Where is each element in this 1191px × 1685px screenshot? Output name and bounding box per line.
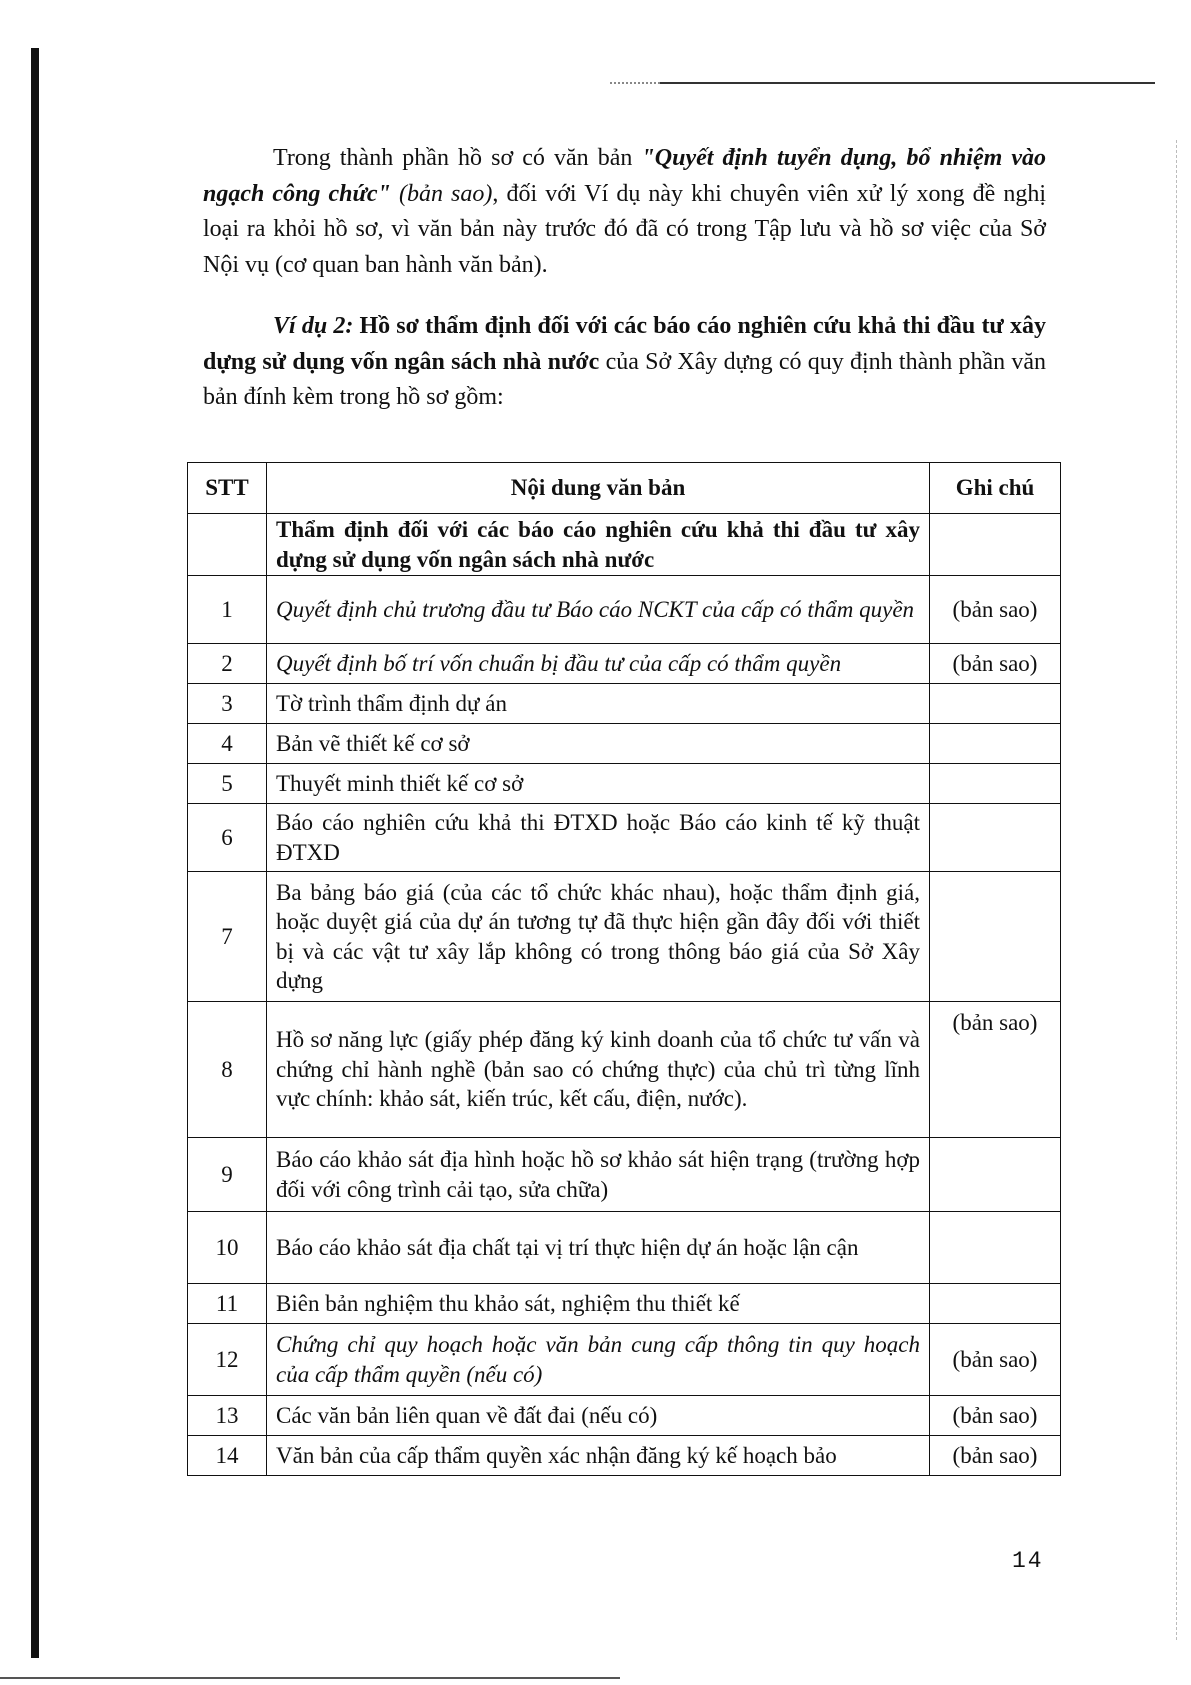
section-stt-cell [188, 514, 267, 576]
table-row [188, 1212, 1061, 1284]
table-row [188, 1396, 1061, 1436]
p2-bold-text: Hồ sơ thẩm định đối với các báo cáo nghiên cứu khả thi đầu tư xây dựng sử dụng vốn ngân sách nhà nước [203, 313, 1046, 375]
section-title: Thẩm định đối với các báo cáo nghiên cứu khả thi đầu tư xây dựng sử dụng vốn ngân sách nhà nước [267, 514, 930, 576]
row-stt: 4 [188, 724, 267, 764]
row-note [930, 804, 1061, 872]
row-note [930, 1138, 1061, 1212]
header-content: Nội dung văn bản [267, 463, 930, 514]
row-content: Thuyết minh thiết kế cơ sở [267, 764, 930, 804]
header-rule-dots [610, 82, 660, 84]
row-content: Hồ sơ năng lực (giấy phép đăng ký kinh doanh của tổ chức tư vấn và chứng chỉ hành nghề (bản sao có chứng thực) của chủ trì từng lĩnh vực chính: khảo sát, kiến trúc, kết cấu, điện, nước). [267, 1002, 930, 1138]
row-stt: 5 [188, 764, 267, 804]
footer-rule [0, 1677, 620, 1679]
page-number: 14 [1012, 1548, 1044, 1574]
row-stt: 13 [188, 1396, 267, 1436]
row-content: Văn bản của cấp thẩm quyền xác nhận đăng ký kế hoạch bảo [267, 1436, 930, 1476]
row-content: Báo cáo khảo sát địa chất tại vị trí thực hiện dự án hoặc lận cận [267, 1212, 930, 1284]
row-note [930, 724, 1061, 764]
row-content: Chứng chỉ quy hoạch hoặc văn bản cung cấp thông tin quy hoạch của cấp thẩm quyền (nếu có) [267, 1324, 930, 1396]
row-note: (bản sao) [930, 1436, 1061, 1476]
row-content: Báo cáo khảo sát địa hình hoặc hồ sơ khảo sát hiện trạng (trường hợp đối với công trình cải tạo, sửa chữa) [267, 1138, 930, 1212]
p2-example-label: Ví dụ 2: [273, 313, 354, 339]
table-row [188, 872, 1061, 1002]
table-row [188, 644, 1061, 684]
row-content: Báo cáo nghiên cứu khả thi ĐTXD hoặc Báo cáo kinh tế kỹ thuật ĐTXD [267, 804, 930, 872]
row-content: Biên bản nghiệm thu khảo sát, nghiệm thu thiết kế [267, 1284, 930, 1324]
header-stt: STT [188, 463, 267, 514]
row-content: Bản vẽ thiết kế cơ sở [267, 724, 930, 764]
table-row [188, 1324, 1061, 1396]
p2-text: của Sở Xây dựng có quy định thành phần văn bản đính kèm trong hồ sơ gồm: [203, 348, 1046, 410]
table-row [188, 1002, 1061, 1138]
paragraph-intro [203, 141, 1046, 283]
header-rule [660, 82, 1155, 84]
row-note [930, 872, 1061, 1002]
row-note [930, 1284, 1061, 1324]
row-stt: 10 [188, 1212, 267, 1284]
p1-document-title: "Quyết định tuyển dụng, bổ nhiệm vào ngạch công chức" [203, 145, 1046, 207]
row-content: Tờ trình thẩm định dự án [267, 684, 930, 724]
p1-text-1: Trong thành phần hồ sơ có văn bản [273, 145, 642, 171]
header-note: Ghi chú [930, 463, 1061, 514]
table-row [188, 684, 1061, 724]
row-stt: 2 [188, 644, 267, 684]
row-stt: 3 [188, 684, 267, 724]
table-header-row [188, 463, 1061, 514]
p1-space [391, 181, 399, 207]
row-note: (bản sao) [930, 1396, 1061, 1436]
row-content: Ba bảng báo giá (của các tổ chức khác nhau), hoặc thẩm định giá, hoặc duyệt giá của dự án tương tự đã thực hiện gần đây đối với thiết bị và các vật tư xây lắp không có trong thông báo giá của Sở Xây dựng [267, 872, 930, 1002]
table-row [188, 1436, 1061, 1476]
table-section-row [188, 514, 1061, 576]
row-content: Quyết định chủ trương đầu tư Báo cáo NCKT của cấp có thẩm quyền [267, 576, 930, 644]
row-stt: 1 [188, 576, 267, 644]
row-note [930, 684, 1061, 724]
row-note: (bản sao) [930, 576, 1061, 644]
row-stt: 12 [188, 1324, 267, 1396]
table-row [188, 724, 1061, 764]
row-note [930, 1212, 1061, 1284]
table-row [188, 764, 1061, 804]
row-note: (bản sao) [930, 1002, 1061, 1138]
row-content: Các văn bản liên quan về đất đai (nếu có) [267, 1396, 930, 1436]
row-stt: 11 [188, 1284, 267, 1324]
section-note-cell [930, 514, 1061, 576]
table-row [188, 1284, 1061, 1324]
row-stt: 14 [188, 1436, 267, 1476]
scan-edge-right [1175, 140, 1177, 1640]
row-note: (bản sao) [930, 644, 1061, 684]
row-stt: 6 [188, 804, 267, 872]
row-content: Quyết định bố trí vốn chuẩn bị đầu tư của cấp có thẩm quyền [267, 644, 930, 684]
row-stt: 9 [188, 1138, 267, 1212]
paragraph-example-2 [203, 309, 1046, 416]
row-stt: 7 [188, 872, 267, 1002]
row-stt: 8 [188, 1002, 267, 1138]
p1-copy-note: (bản sao) [398, 180, 493, 207]
row-note [930, 764, 1061, 804]
row-note: (bản sao) [930, 1324, 1061, 1396]
table-row [188, 804, 1061, 872]
p1-text-2: , đối với Ví dụ này khi chuyên viên xử lý xong đề nghị loại ra khỏi hồ sơ, vì văn bản này trước đó đã có trong Tập lưu và hồ sơ việc của Sở Nội vụ (cơ quan ban hành văn bản). [203, 180, 1047, 278]
scan-edge-left [31, 48, 39, 1658]
document-table [187, 462, 1061, 1476]
table-row [188, 576, 1061, 644]
table-row [188, 1138, 1061, 1212]
